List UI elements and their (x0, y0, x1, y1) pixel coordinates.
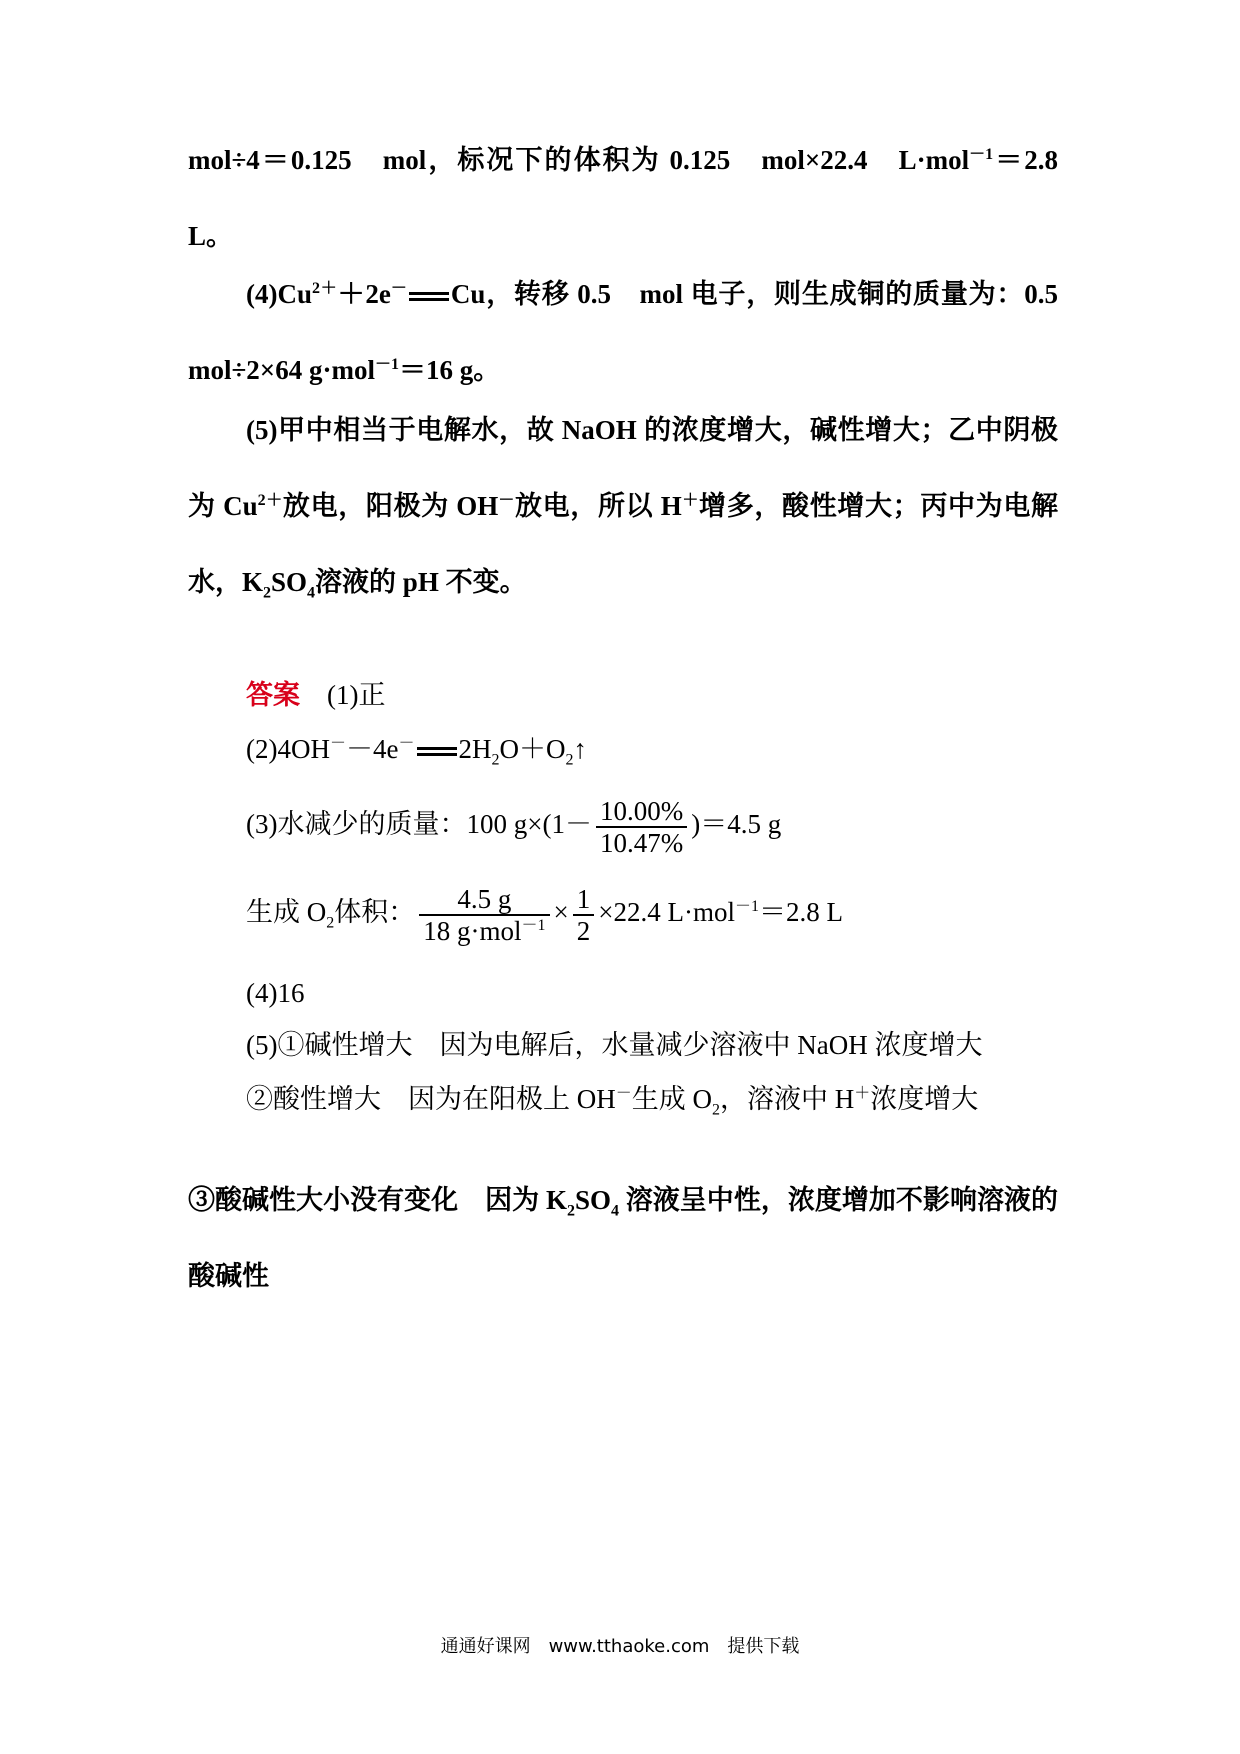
fraction: $\frac{1}{2}$ (573, 884, 595, 946)
answer-5-2: ②酸性增大 因为在阳极上 OH－生成 $O_2$，溶液中 H＋浓度增大 (246, 1084, 979, 1119)
answer-3-volume: 生成 $O_2$体积： $\frac{4.5 g}{18 g\cdot mol^{-1}}$ × $\frac{1}{2}$ ×22.4 L·mol$^{-1}$＝2.8 L (246, 884, 843, 946)
answer-4: (4)16 (246, 978, 305, 1008)
fraction: $\frac{10.00\%}{10.47\%}$ (596, 796, 687, 858)
answer-1: 答案 (1)正 (246, 680, 386, 710)
paragraph-ph: (5)甲中相当于电解水，故 NaOH 的浓度增大，碱性增大；乙中阴极为 $Cu^{2+}$放电，阳极为 OH－放电，所以 H＋增多，酸性增大；丙中为电解水，$K_2SO_4$溶液的 pH 不变。 (188, 415, 1058, 602)
answer-5-1: (5)①碱性增大 因为电解后，水量减少溶液中 NaOH 浓度增大 (246, 1030, 983, 1060)
equals-sign (415, 743, 459, 761)
paragraph-volume: mol÷4＝0.125 mol，标况下的体积为 0.125 mol×22.4 L·mol$^{-1}$＝2.8 L。 (188, 145, 1059, 251)
answer-3: (3)水减少的质量：100 g×(1－ $\frac{10.00\%}{10.47\%}$ )＝4.5 g (246, 796, 782, 858)
equals-sign (407, 288, 451, 306)
answer-label: 答案 (246, 680, 300, 710)
paragraph-copper: $(4)Cu^{2+}+2e^-$ Cu，转移 0.5 mol 电子，则生成铜的质量为：0.5 mol÷2×64 g·mol$^{-1}$＝16 g。 (188, 279, 1058, 385)
answer-2: (2)4OH－－4e－ $2H_2O+O_2↑$ (246, 734, 587, 769)
footer-text: 通通好课网 www.tthaoke.com 提供下载 (440, 1636, 800, 1657)
fraction: $\frac{4.5 g}{18 g\cdot mol^{-1}}$ (419, 884, 549, 946)
answer-5-3: ③酸碱性大小没有变化 因为 $K_2SO_4$ 溶液呈中性，浓度增加不影响溶液的酸碱性 (188, 1185, 1058, 1291)
